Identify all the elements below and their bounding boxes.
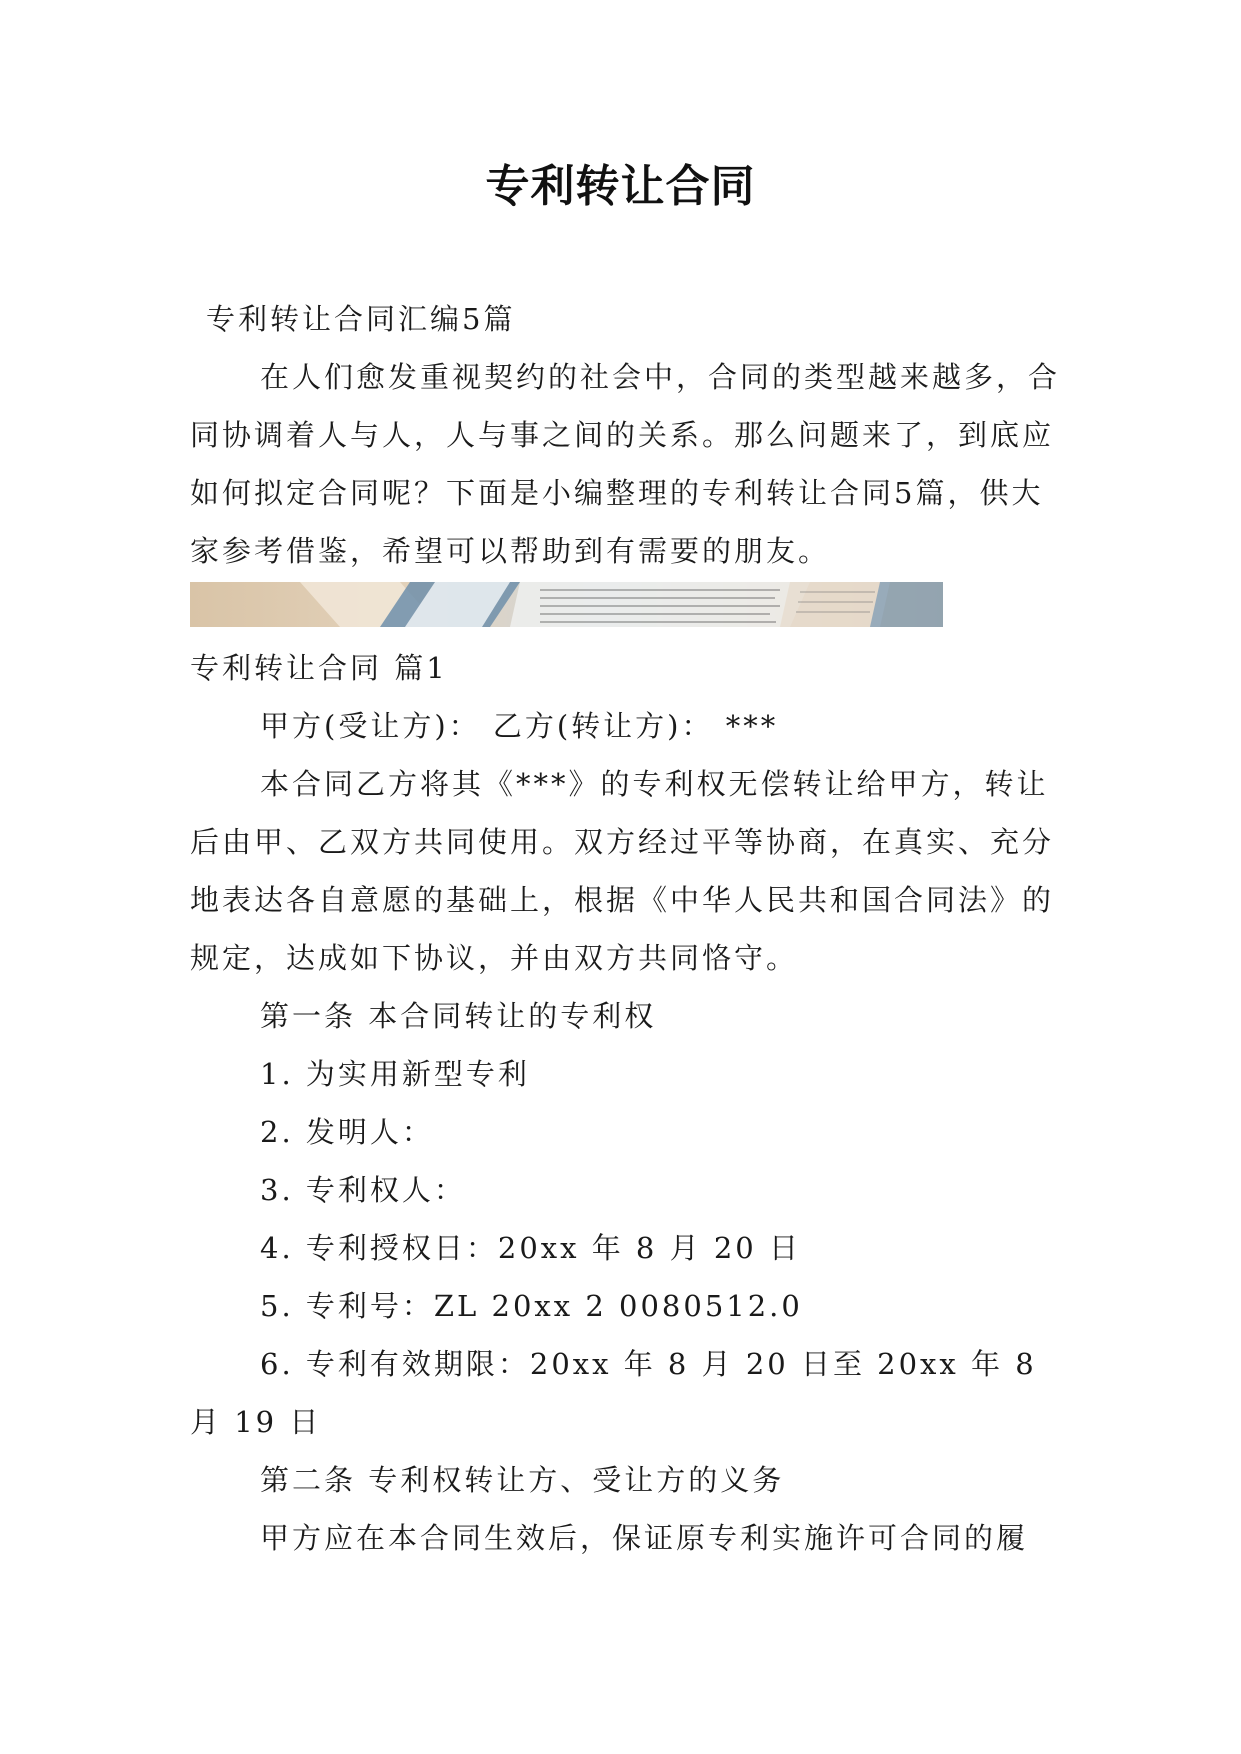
article1-item: 2. 发明人： [260, 1115, 434, 1149]
intro-paragraph: 在人们愈发重视契约的社会中，合同的类型越来越多，合同协调着人与人，人与事之间的关系。那么问题来了，到底应如何拟定合同呢？下面是小编整理的专利转让合同5篇，供大家参考借鉴，希望可以帮助到有需要的朋友。 [190, 360, 1061, 568]
preamble-paragraph: 本合同乙方将其《***》的专利权无偿转让给甲方，转让后由甲、乙双方共同使用。双方经过平等协商，在真实、充分地表达各自意愿的基础上，根据《中华人民共和国合同法》的规定，达成如下协议，并由双方共同恪守。 [190, 767, 1055, 975]
banner-paper-illustration [190, 582, 943, 627]
article2-paragraph: 甲方应在本合同生效后，保证原专利实施许可合同的履 [260, 1521, 1029, 1555]
article1-heading: 第一条 本合同转让的专利权 [260, 999, 657, 1033]
document-photo-banner [190, 582, 943, 627]
article1-item: 6. 专利有效期限：20xx 年 8 月 20 日至 20xx 年 8 月 19 日 [190, 1347, 1037, 1439]
document-subtitle: 专利转让合同汇编5篇 [206, 302, 516, 336]
document-title: 专利转让合同 [485, 161, 756, 212]
parties-line: 甲方(受让方)： 乙方(转让方)： *** [260, 709, 779, 743]
article1-item: 3. 专利权人： [260, 1173, 466, 1207]
article1-item: 5. 专利号：ZL 20xx 2 0080512.0 [260, 1289, 803, 1323]
article2-heading: 第二条 专利权转让方、受让方的义务 [260, 1463, 785, 1497]
article1-item: 4. 专利授权日：20xx 年 8 月 20 日 [260, 1231, 801, 1265]
document-body [190, 290, 1070, 1567]
section1-heading: 专利转让合同 篇1 [190, 651, 448, 685]
article1-item: 1. 为实用新型专利 [260, 1057, 530, 1091]
